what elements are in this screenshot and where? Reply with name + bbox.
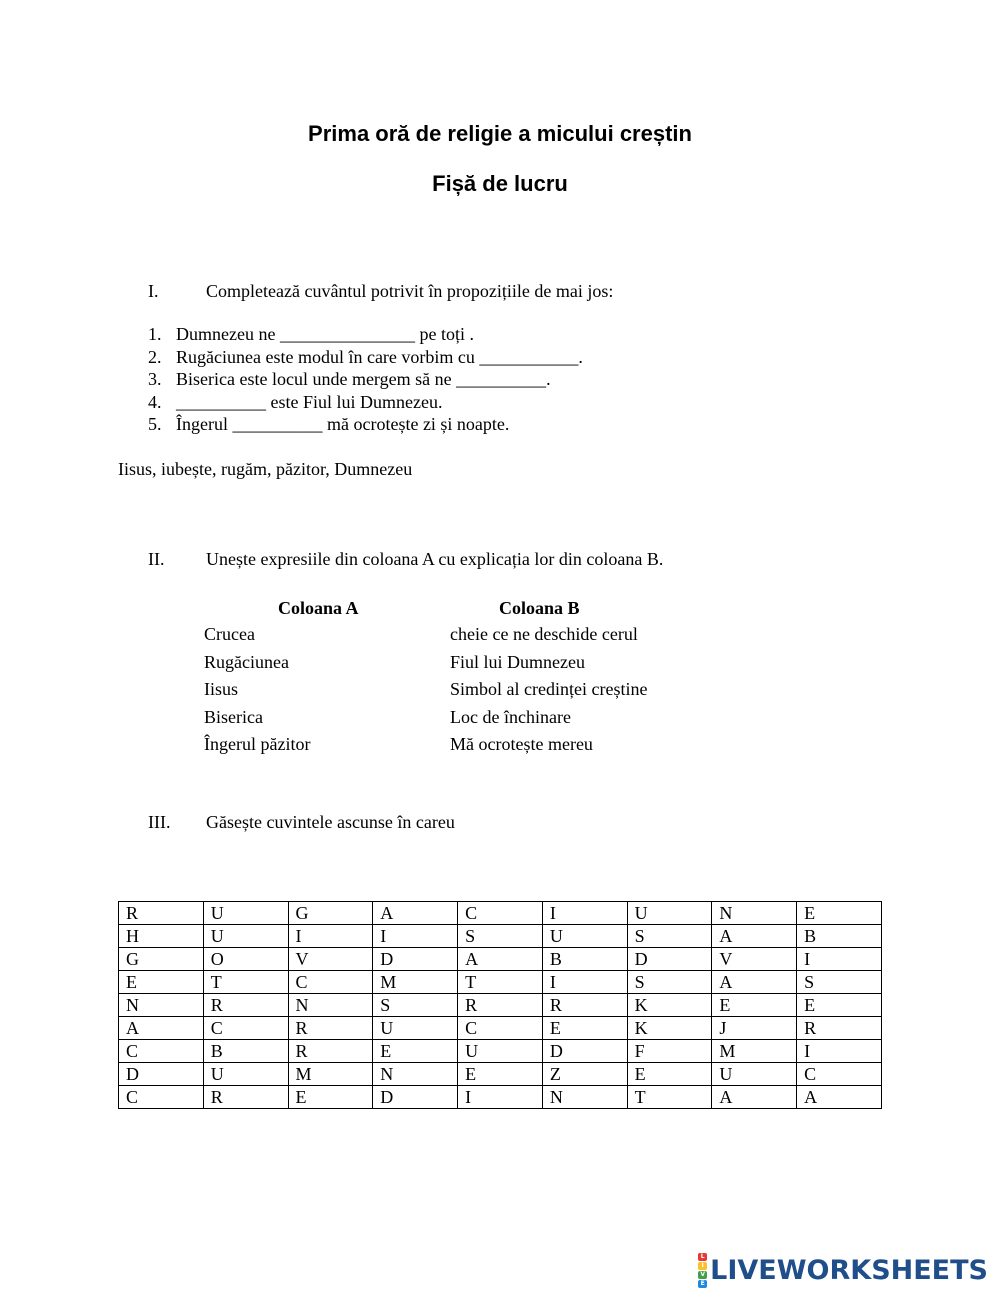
grid-cell: G (119, 948, 204, 971)
fill-in-list (148, 323, 583, 436)
grid-cell: U (203, 902, 288, 925)
logo-mark-icon (698, 1253, 707, 1288)
grid-cell: S (627, 971, 712, 994)
logo-mark-block: V (698, 1271, 707, 1279)
grid-cell: I (542, 971, 627, 994)
grid-row (119, 1063, 882, 1086)
grid-cell: A (712, 925, 797, 948)
grid-cell: F (627, 1040, 712, 1063)
grid-cell: M (373, 971, 458, 994)
grid-cell: K (627, 994, 712, 1017)
section-2-instruction: Unește expresiile din coloana A cu explicația lor din coloana B. (206, 549, 664, 569)
grid-cell: Z (542, 1063, 627, 1086)
column-a-item: Biserica (204, 706, 263, 727)
grid-cell: N (119, 994, 204, 1017)
grid-cell: D (373, 948, 458, 971)
grid-cell: E (712, 994, 797, 1017)
column-b-item: Simbol al credinței creștine (450, 679, 648, 699)
grid-cell: V (288, 948, 373, 971)
grid-cell: K (627, 1017, 712, 1040)
grid-cell: U (203, 925, 288, 948)
column-b-item: Loc de închinare (450, 706, 571, 727)
grid-cell: V (712, 948, 797, 971)
grid-cell: A (119, 1017, 204, 1040)
liveworksheets-logo (698, 1253, 988, 1287)
fill-in-item (148, 368, 583, 391)
grid-cell: B (797, 925, 882, 948)
grid-cell: M (288, 1063, 373, 1086)
grid-cell: E (373, 1040, 458, 1063)
grid-cell: S (373, 994, 458, 1017)
fill-in-item (148, 323, 583, 346)
grid-cell: I (373, 925, 458, 948)
grid-cell: I (797, 1040, 882, 1063)
grid-cell: J (712, 1017, 797, 1040)
grid-cell: C (458, 1017, 543, 1040)
grid-cell: C (119, 1040, 204, 1063)
grid-cell: R (542, 994, 627, 1017)
grid-cell: S (797, 971, 882, 994)
grid-cell: N (542, 1086, 627, 1109)
logo-mark-block: E (698, 1280, 707, 1288)
grid-cell: U (627, 902, 712, 925)
section-2-heading (148, 549, 848, 573)
grid-cell: E (288, 1086, 373, 1109)
fill-in-item-text: Rugăciunea este modul în care vorbim cu ___________. (176, 346, 583, 367)
grid-cell: U (458, 1040, 543, 1063)
column-b-item: Fiul lui Dumnezeu (450, 651, 585, 672)
fill-in-item-text: Dumnezeu ne _______________ pe toți . (176, 324, 474, 344)
grid-cell: H (119, 925, 204, 948)
word-search-grid (118, 901, 882, 1109)
fill-in-item (148, 391, 583, 414)
grid-cell: N (712, 902, 797, 925)
grid-cell: E (797, 902, 882, 925)
word-bank: Iisus, iubește, rugăm, păzitor, Dumnezeu (118, 459, 413, 479)
section-1-heading (148, 281, 848, 305)
grid-cell: R (288, 1040, 373, 1063)
page-subtitle: Fișă de lucru (432, 171, 568, 196)
column-a-header: Coloana A (278, 598, 359, 618)
grid-cell: S (458, 925, 543, 948)
section-1-number: I. (148, 281, 159, 301)
column-a-list (204, 621, 310, 759)
grid-cell: A (373, 902, 458, 925)
grid-cell: E (458, 1063, 543, 1086)
grid-cell: E (797, 994, 882, 1017)
grid-cell: I (458, 1086, 543, 1109)
grid-cell: A (458, 948, 543, 971)
grid-cell: C (797, 1063, 882, 1086)
grid-cell: I (797, 948, 882, 971)
grid-row (119, 1086, 882, 1109)
page-title: Prima oră de religie a micului creștin (308, 121, 692, 146)
grid-row (119, 994, 882, 1017)
fill-in-item-number: 4. (148, 391, 162, 412)
grid-row (119, 1040, 882, 1063)
grid-row (119, 971, 882, 994)
grid-cell: B (203, 1040, 288, 1063)
fill-in-item (148, 346, 583, 369)
grid-cell: D (373, 1086, 458, 1109)
grid-cell: R (119, 902, 204, 925)
column-a-item: Iisus (204, 679, 239, 699)
fill-in-item-text: Îngerul __________ mă ocrotește zi și noapte. (176, 414, 510, 434)
grid-cell: D (119, 1063, 204, 1086)
grid-cell: D (542, 1040, 627, 1063)
logo-text: LIVEWORKSHEETS (710, 1254, 988, 1286)
column-a-item: Rugăciunea (204, 651, 289, 672)
column-b-header: Coloana B (499, 598, 580, 618)
grid-cell: N (288, 994, 373, 1017)
grid-cell: D (627, 948, 712, 971)
section-3-heading (148, 812, 848, 836)
fill-in-item-text: __________ este Fiul lui Dumnezeu. (176, 391, 443, 412)
grid-cell: R (288, 1017, 373, 1040)
grid-cell: A (712, 1086, 797, 1109)
logo-mark-block: I (698, 1262, 707, 1270)
section-3-instruction: Găsește cuvintele ascunse în careu (206, 812, 455, 832)
grid-cell: R (458, 994, 543, 1017)
fill-in-item-number: 2. (148, 346, 162, 367)
grid-cell: R (203, 994, 288, 1017)
section-1-instruction: Completează cuvântul potrivit în propozițiile de mai jos: (206, 281, 614, 301)
grid-cell: A (797, 1086, 882, 1109)
grid-cell: T (203, 971, 288, 994)
grid-cell: U (203, 1063, 288, 1086)
grid-cell: E (119, 971, 204, 994)
grid-cell: R (797, 1017, 882, 1040)
grid-cell: S (627, 925, 712, 948)
fill-in-item-number: 3. (148, 369, 162, 389)
column-b-list (450, 621, 647, 759)
grid-row (119, 1017, 882, 1040)
grid-cell: B (542, 948, 627, 971)
column-b-item: Mă ocrotește mereu (450, 734, 593, 754)
grid-cell: G (288, 902, 373, 925)
fill-in-item-number: 5. (148, 414, 162, 434)
grid-cell: N (373, 1063, 458, 1086)
grid-cell: C (288, 971, 373, 994)
column-a-item: Îngerul păzitor (204, 734, 311, 754)
grid-cell: E (542, 1017, 627, 1040)
fill-in-item-number: 1. (148, 324, 162, 344)
grid-row (119, 902, 882, 925)
grid-cell: C (119, 1086, 204, 1109)
grid-cell: R (203, 1086, 288, 1109)
fill-in-item-text: Biserica este locul unde mergem să ne __________. (176, 369, 551, 389)
grid-cell: C (203, 1017, 288, 1040)
grid-cell: U (373, 1017, 458, 1040)
column-a-item: Crucea (204, 624, 255, 644)
grid-cell: C (458, 902, 543, 925)
grid-cell: T (458, 971, 543, 994)
grid-cell: E (627, 1063, 712, 1086)
logo-mark-block: L (698, 1253, 707, 1261)
grid-cell: T (627, 1086, 712, 1109)
grid-cell: I (542, 902, 627, 925)
section-2-number: II. (148, 549, 165, 569)
grid-cell: O (203, 948, 288, 971)
column-b-item: cheie ce ne deschide cerul (450, 624, 638, 644)
grid-cell: A (712, 971, 797, 994)
grid-cell: I (288, 925, 373, 948)
grid-row (119, 948, 882, 971)
fill-in-item (148, 413, 583, 436)
grid-cell: U (542, 925, 627, 948)
grid-cell: M (712, 1040, 797, 1063)
grid-cell: U (712, 1063, 797, 1086)
section-3-number: III. (148, 812, 171, 832)
grid-row (119, 925, 882, 948)
